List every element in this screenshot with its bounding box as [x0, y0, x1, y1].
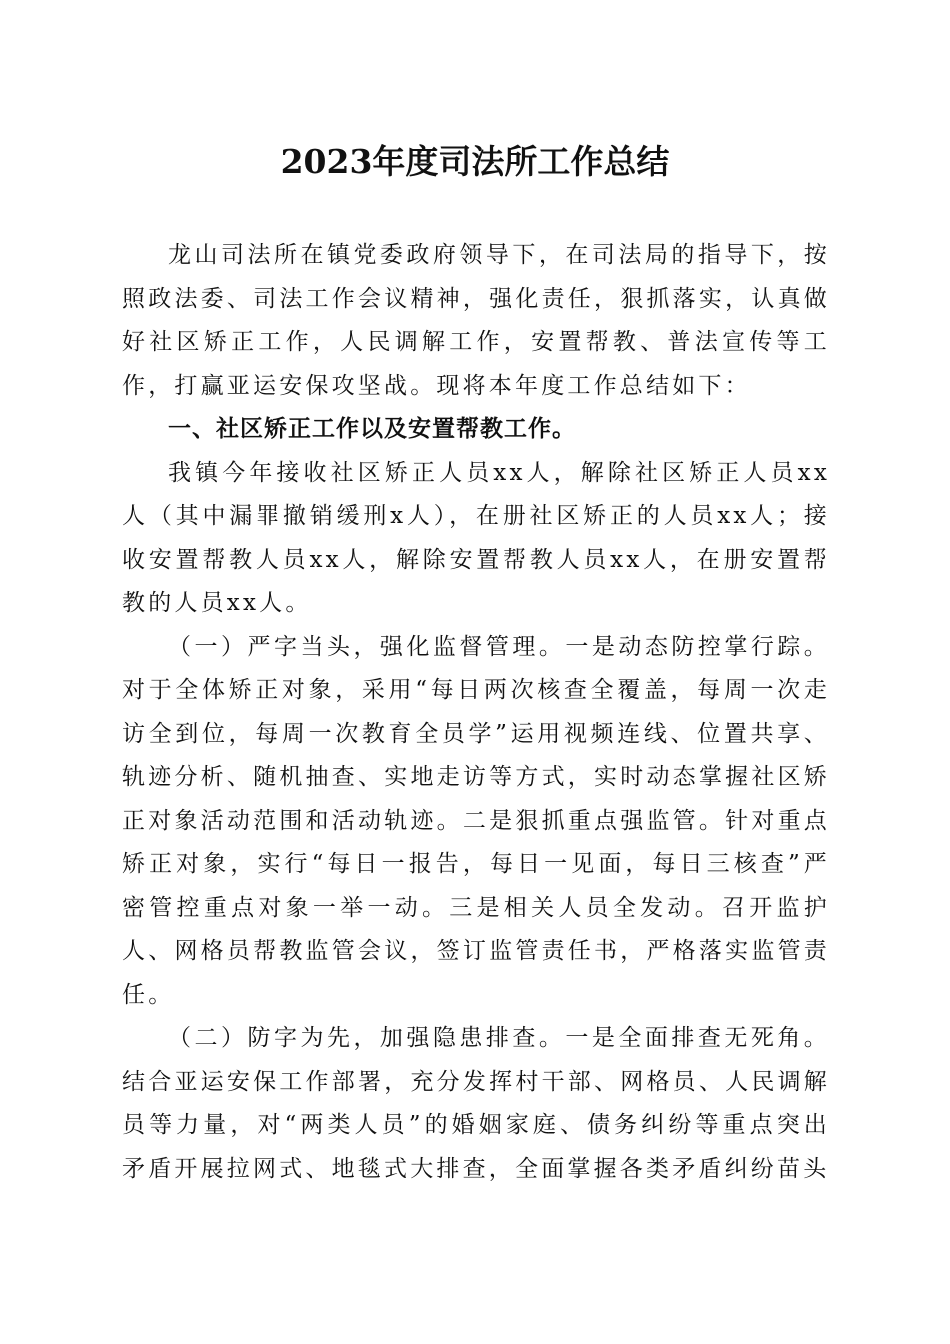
document-title: 2023年度司法所工作总结: [280, 142, 670, 181]
subsection-2-lead: （二）防字为先，加强隐患排查。: [168, 1025, 566, 1051]
subsection-2-text: 一是全面排查无死角。结合亚运安保工作部署，充分发挥村干部、网格员、人民调解员等力量，对“两类人员”的婚姻家庭、债务纠纷等重点突出矛盾开展拉网式、地毯式大排查，全面掌握各类矛盾纠纷苗头: [122, 1025, 831, 1182]
subsection-1-lead: （一）严字当头，强化监督管理。: [168, 633, 566, 660]
document-body: [122, 234, 830, 1191]
section-1-paragraph: 我镇今年接收社区矫正人员xx人，解除社区矫正人员xx人（其中漏罪撤销缓刑x人），在册社区矫正的人员xx人；接收安置帮教人员xx人，解除安置帮教人员xx人，在册安置帮教的人员xx人。: [122, 459, 830, 616]
subsection-1-paragraph: [122, 626, 830, 1018]
section-1-heading: 一、社区矫正工作以及安置帮教工作。: [168, 416, 576, 442]
subsection-1-text: 一是动态防控掌行踪。对于全体矫正对象，采用“每日两次核查全覆盖，每周一次走访全到位，每周一次教育全员学”运用视频连线、位置共享、轨迹分析、随机抽查、实地走访等方式，实时动态掌握社区矫正对象活动范围和活动轨迹。二是狠抓重点强监管。针对重点矫正对象，实行“每日一报告，每日一见面，每日三核查”严密管控重点对象一举一动。三是相关人员全发动。召开监护人、网格员帮教监管会议，签订监管责任书，严格落实监管责任。: [122, 633, 831, 1008]
subsection-2-paragraph: [122, 1017, 830, 1191]
intro-paragraph: 龙山司法所在镇党委政府领导下，在司法局的指导下，按照政法委、司法工作会议精神，强化责任，狠抓落实，认真做好社区矫正工作，人民调解工作，安置帮教、普法宣传等工作，打赢亚运安保攻坚战。现将本年度工作总结如下：: [122, 242, 830, 399]
